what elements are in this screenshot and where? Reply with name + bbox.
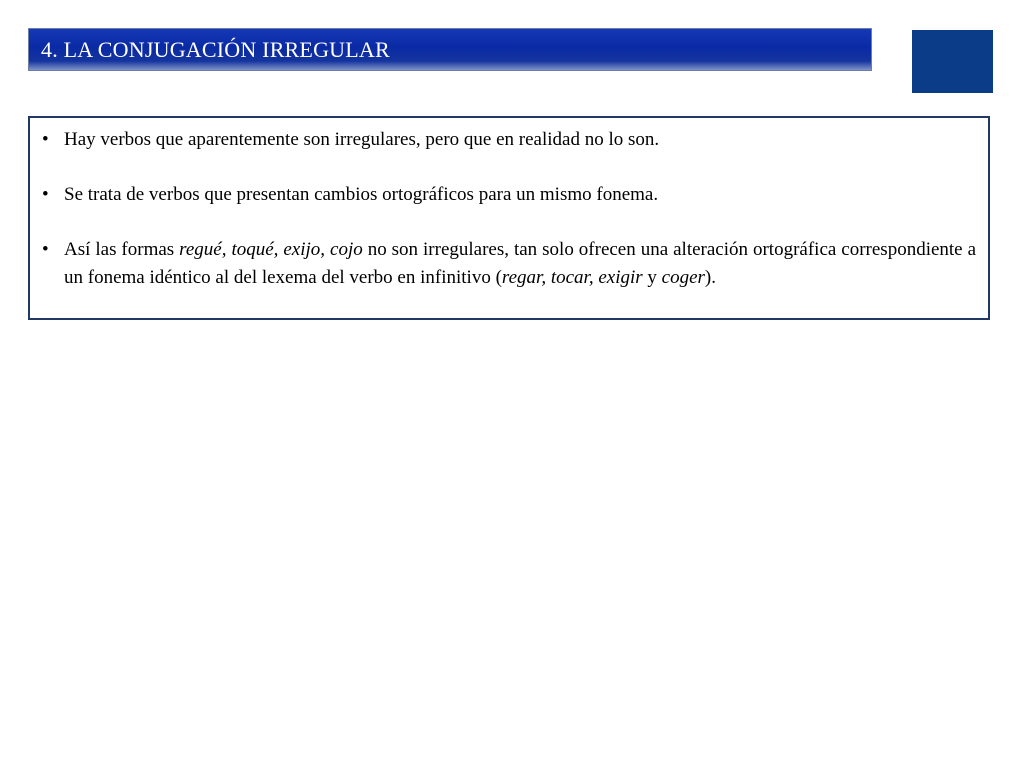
bullet-3-segment-2: no son irregulares, tan solo ofrecen una alteración ortográfica correspondiente a un fonema idéntico al del lexema del verbo en infinitivo ( <box>64 239 977 288</box>
bullet-text-1: Hay verbos que aparentemente son irregulares, pero que en realidad no lo son. <box>64 129 660 150</box>
bullet-item-3 <box>40 236 976 292</box>
bullet-3-example-forms: regué, toqué, exijo, cojo <box>179 239 363 260</box>
bullet-3-segment-4: ). <box>704 267 716 288</box>
bullet-icon: • <box>42 129 49 150</box>
bullet-icon: • <box>42 184 49 205</box>
bullet-icon: • <box>42 239 49 260</box>
bullet-item-2 <box>40 181 976 209</box>
bullet-text-2: Se trata de verbos que presentan cambios ortográficos para un mismo fonema. <box>64 184 659 205</box>
bullet-3-infinitive-coger: coger <box>661 267 705 288</box>
bullet-3-segment-3: y <box>642 267 662 288</box>
bullet-item-1 <box>40 126 976 154</box>
corner-decoration <box>912 30 993 93</box>
bullet-text-3 <box>64 236 976 292</box>
bullet-3-infinitives: regar, tocar, exigir <box>501 267 643 288</box>
bullet-3-segment-1: Así las formas <box>64 239 180 260</box>
content-box <box>28 116 990 320</box>
slide-title: 4. LA CONJUGACIÓN IRREGULAR <box>41 36 390 62</box>
title-bar <box>28 28 872 71</box>
